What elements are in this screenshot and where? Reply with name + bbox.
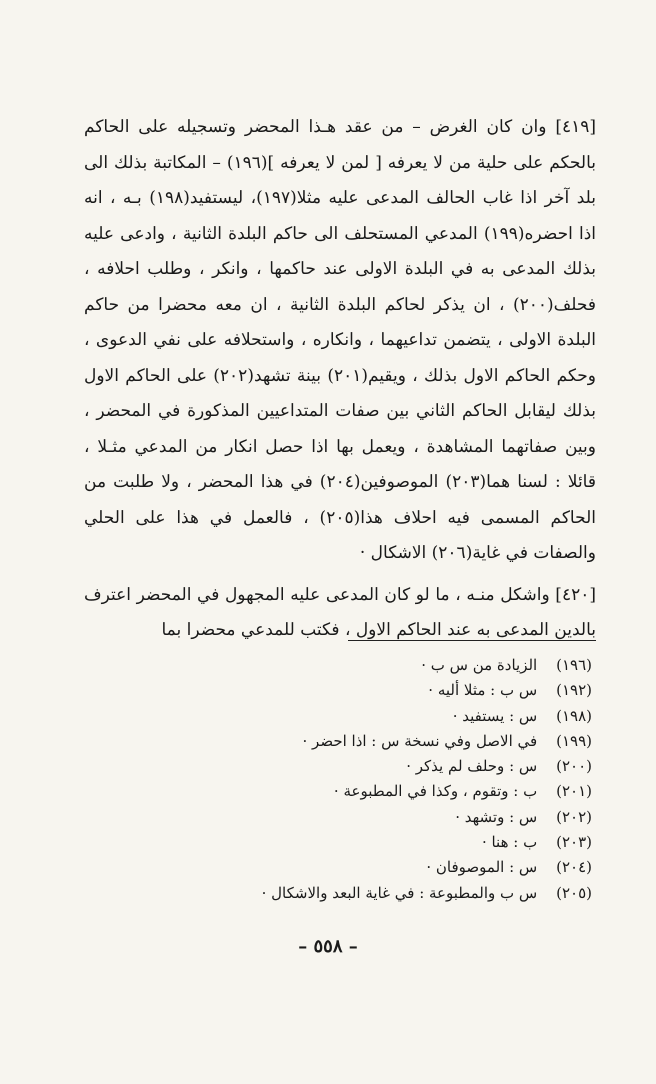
paragraph-420: [٤٢٠] واشكل منـه ، ما لو كان المدعى عليه المجهول في المحضر اعترف بالدين المدعى به عند الحاكم الاول ، فكتب للمدعي محضرا بما — [84, 584, 596, 640]
footnote-number: (٢٠٣) — [556, 833, 592, 852]
footnote-text: في الاصل وفي نسخة س : اذا احضر · — [302, 731, 538, 750]
footnote-item — [60, 779, 592, 804]
footnote-item — [60, 653, 592, 678]
footnote-text: ب : وتقوم ، وكذا في المطبوعة · — [333, 782, 538, 801]
footnote-text: س ب والمطبوعة : في غاية البعد والاشكال · — [261, 883, 538, 902]
footnote-item — [60, 881, 592, 906]
footnote-number: (١٩٨) — [556, 706, 592, 725]
footnote-text: س : يستفيد · — [452, 706, 538, 725]
footnote-item — [60, 855, 592, 880]
footnote-item — [60, 805, 592, 830]
footnote-text: الزيادة من س ب · — [421, 656, 538, 674]
footnote-number: (٢٠١) — [556, 782, 592, 801]
paragraph-419: [٤١٩] وان كان الغرض – من عقد هـذا المحضر وتسجيله على الحاكم بالحكم على حلية من لا يعرفه [ لمن لا يعرفه ](١٩٦) – المكاتبة بذلك الى بلد آخر اذا غاب الحالف المدعى عليه مثلا(١٩٧)، ليستفيد(١٩٨) بـه ، انه اذا احضره(١٩٩) المدعي المستحلف الى حاكم البلدة الثانية ، وادعى عليه بذلك المدعى به في البلدة الاولى عند حاكمها ، وانكر ، وطلب احلافه ، فحلف(٢٠٠) ، ان يذكر لحاكم البلدة الثانية ، ان معه محضرا من حاكم البلدة الاولى ، يتضمن تداعيهما ، وانكاره ، واستحلافه على نفي الدعوى ، وحكم الحاكم الاول بذلك ، ويقيم(٢٠١) بينة تشهد(٢٠٢) على الحاكم الاول بذلك ليقابل الحاكم الثاني بين صفات المتداعيين المذكورة في المحضر ، وبين صفاتهما المشاهدة ، ويعمل بها اذا حصل انكار من المدعي مثـلا ، قائلا : لسنا هما(٢٠٣) الموصوفين(٢٠٤) في هذا المحضر ، ولا طلبت من الحاكم المسمى فيه احلاف هذا(٢٠٥) ، فالعمل في هذا على الحلي والصفات في غاية(٢٠٦) الاشكال · — [84, 117, 596, 563]
footnote-number: (٢٠٥) — [556, 883, 592, 902]
footnote-item — [60, 754, 592, 779]
footnote-item — [60, 729, 592, 754]
footnote-number: (٢٠٢) — [556, 807, 592, 826]
footnote-number: (٢٠٠) — [556, 757, 592, 776]
footnote-item — [60, 704, 592, 729]
footnote-text: س : وحلف لم يذكر · — [406, 757, 538, 776]
footnote-number: (١٩٩) — [556, 731, 592, 750]
footnote-text: س ب : مثلا أليه · — [428, 681, 538, 700]
footnote-number: (١٩٢) — [556, 681, 592, 700]
main-text-block — [84, 110, 596, 649]
footnote-text: ب : هنا · — [481, 833, 538, 852]
footnote-text: س : الموصوفان · — [426, 858, 538, 877]
footnote-number: (٢٠٤) — [556, 858, 592, 877]
footnote-item — [60, 678, 592, 703]
page-number: – ٥٥٨ – — [298, 936, 358, 957]
footnote-text: س : وتشهد · — [455, 807, 538, 826]
footnote-divider — [348, 640, 596, 641]
footnote-item — [60, 830, 592, 855]
footnote-number: (١٩٦) — [556, 656, 592, 674]
footnotes-list — [60, 653, 592, 906]
